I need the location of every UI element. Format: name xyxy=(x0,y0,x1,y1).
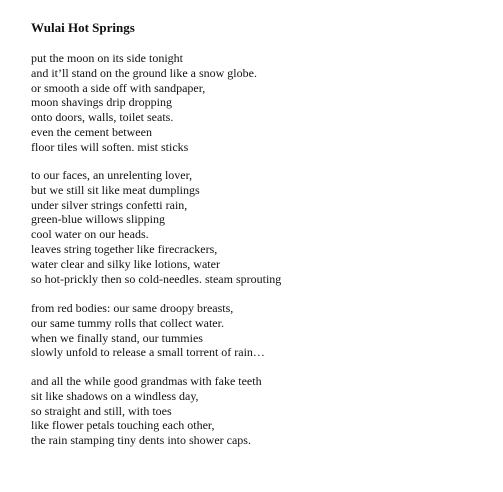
poem-line: green-blue willows slipping xyxy=(31,212,165,227)
poem-line: moon shavings drip dropping xyxy=(31,95,172,110)
stanza-3 xyxy=(31,301,265,360)
stanza-4 xyxy=(31,374,262,448)
poem-line: so hot-prickly then so cold-needles. steam sprouting xyxy=(31,271,282,286)
poem-line: our same tummy rolls that collect water. xyxy=(31,315,224,330)
poem-line: or smooth a side off with sandpaper, xyxy=(31,80,206,95)
poem-line: under silver strings confetti rain, xyxy=(31,197,188,212)
poem-line: cool water on our heads. xyxy=(31,227,149,242)
poem-line: sit like shadows on a windless day, xyxy=(31,388,199,403)
poem-line: onto doors, walls, toilet seats. xyxy=(31,110,174,125)
poem-line: from red bodies: our same droopy breasts, xyxy=(31,301,234,315)
poem-line: but we still sit like meat dumplings xyxy=(31,182,200,197)
poem-line: water clear and silky like lotions, water xyxy=(31,256,220,271)
stanza-2 xyxy=(31,168,281,286)
poem-line: and all the while good grandmas with fake teeth xyxy=(31,374,262,388)
poem-line: leaves string together like firecrackers, xyxy=(31,241,218,256)
poem-line: to our faces, an unrelenting lover, xyxy=(31,168,193,182)
poem-line: and it’ll stand on the ground like a snow globe. xyxy=(31,65,257,80)
poem-title: Wulai Hot Springs xyxy=(31,20,135,35)
poem-line: so straight and still, with toes xyxy=(31,403,172,418)
poem-line: even the cement between xyxy=(31,124,152,139)
stanza-1 xyxy=(31,51,257,155)
poem-line: floor tiles will soften. mist sticks xyxy=(31,139,189,154)
poem-line: the rain stamping tiny dents into shower caps. xyxy=(31,433,251,448)
poem-line: put the moon on its side tonight xyxy=(31,51,183,65)
poem-line: slowly unfold to release a small torrent of rain… xyxy=(31,345,265,360)
poem-line: like flower petals touching each other, xyxy=(31,418,215,433)
poem-line: when we finally stand, our tummies xyxy=(31,330,203,345)
